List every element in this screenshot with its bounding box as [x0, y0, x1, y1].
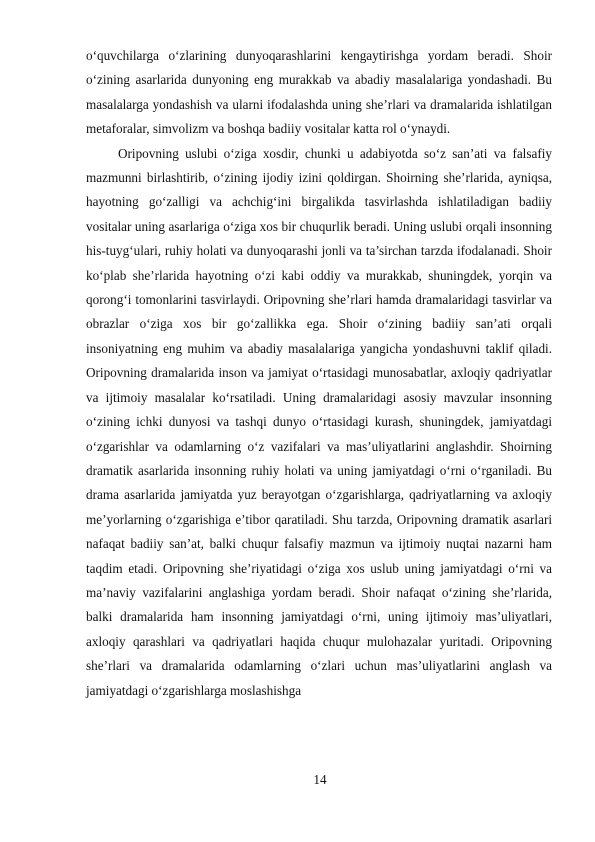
page-number: 14 — [313, 772, 327, 787]
page-body — [86, 44, 552, 703]
paragraph-oripov-style: Oripovning uslubi o‘ziga xosdir, chunki u adabiyotda so‘z san’ati va falsafiy mazmunni birlashtirib, o‘zining ijodiy izini qoldirgan. Shoirning she’rlarida, ayniqsa, hayotning go‘zalligi va achchig‘ini birgalikda tasvirlashda ishlatiladigan badiiy vositalar uning asarlariga o‘ziga xos bir chuqurlik beradi. Uning uslubi orqali insonning his-tuyg‘ulari, ruhiy holati va dunyoqarashi jonli va ta’sirchan tarzda ifodalanadi. Shoir ko‘plab she’rlarida hayotning o‘zi kabi oddiy va murakkab, shuningdek, yorqin va qorong‘i tomonlarini tasvirlaydi. Oripovning she’rlari hamda dramalaridagi tasvirlar va obrazlar o‘ziga xos bir go‘zallikka ega. Shoir o‘zining badiiy san’ati orqali insoniyatning eng muhim va abadiy masalalariga yangicha yondashuvni taklif qiladi. Oripovning dramalarida inson va jamiyat o‘rtasidagi munosabatlar, axloqiy qadriyatlar va ijtimoiy masalalar ko‘rsatiladi. Uning dramalaridagi asosiy mavzular insonning o‘zining ichki dunyosi va tashqi dunyo o‘rtasidagi kurash, shuningdek, jamiyatdagi o‘zgarishlar va odamlarning o‘z vazifalari va mas’uliyatlarini anglashdir. Shoirning dramatik asarlarida insonning ruhiy holati va uning jamiyatdagi o‘rni o‘rganiladi. Bu drama asarlarida jamiyatda yuz berayotgan o‘zgarishlarga, qadriyatlarning va axloqiy me’yorlarning o‘zgarishiga e’tibor qaratiladi. Shu tarzda, Oripovning dramatik asarlari nafaqat badiiy san’at, balki chuqur falsafiy mazmun va ijtimoiy nuqtai nazarni ham taqdim etadi. Oripovning she’riyatidagi o‘ziga xos uslub uning jamiyatdagi o‘rni va ma’naviy vazifalarini anglashiga yordam beradi. Shoir nafaqat o‘zining she’rlarida, balki dramalarida ham insonning jamiyatdagi o‘rni, uning ijtimoiy mas’uliyatlari, axloqiy qarashlari va qadriyatlari haqida chuqur mulohazalar yuritadi. Oripovning she’rlari va dramalarida odamlarning o‘zlari uchun mas’uliyatlarini anglash va jamiyatdagi o‘zgarishlarga moslashishga — [86, 145, 552, 698]
paragraph-continuation: o‘quvchilarga o‘zlarining dunyoqarashlarini kengaytirishga yordam beradi. Shoir o‘zining asarlarida dunyoning eng murakkab va abadiy masalalariga yondashadi. Bu masalalarga yondashish va ularni ifodalashda uning she’rlari va dramalarida ishlatilgan metaforalar, simvolizm va boshqa badiiy vositalar katta rol o‘ynaydi. — [86, 48, 552, 137]
